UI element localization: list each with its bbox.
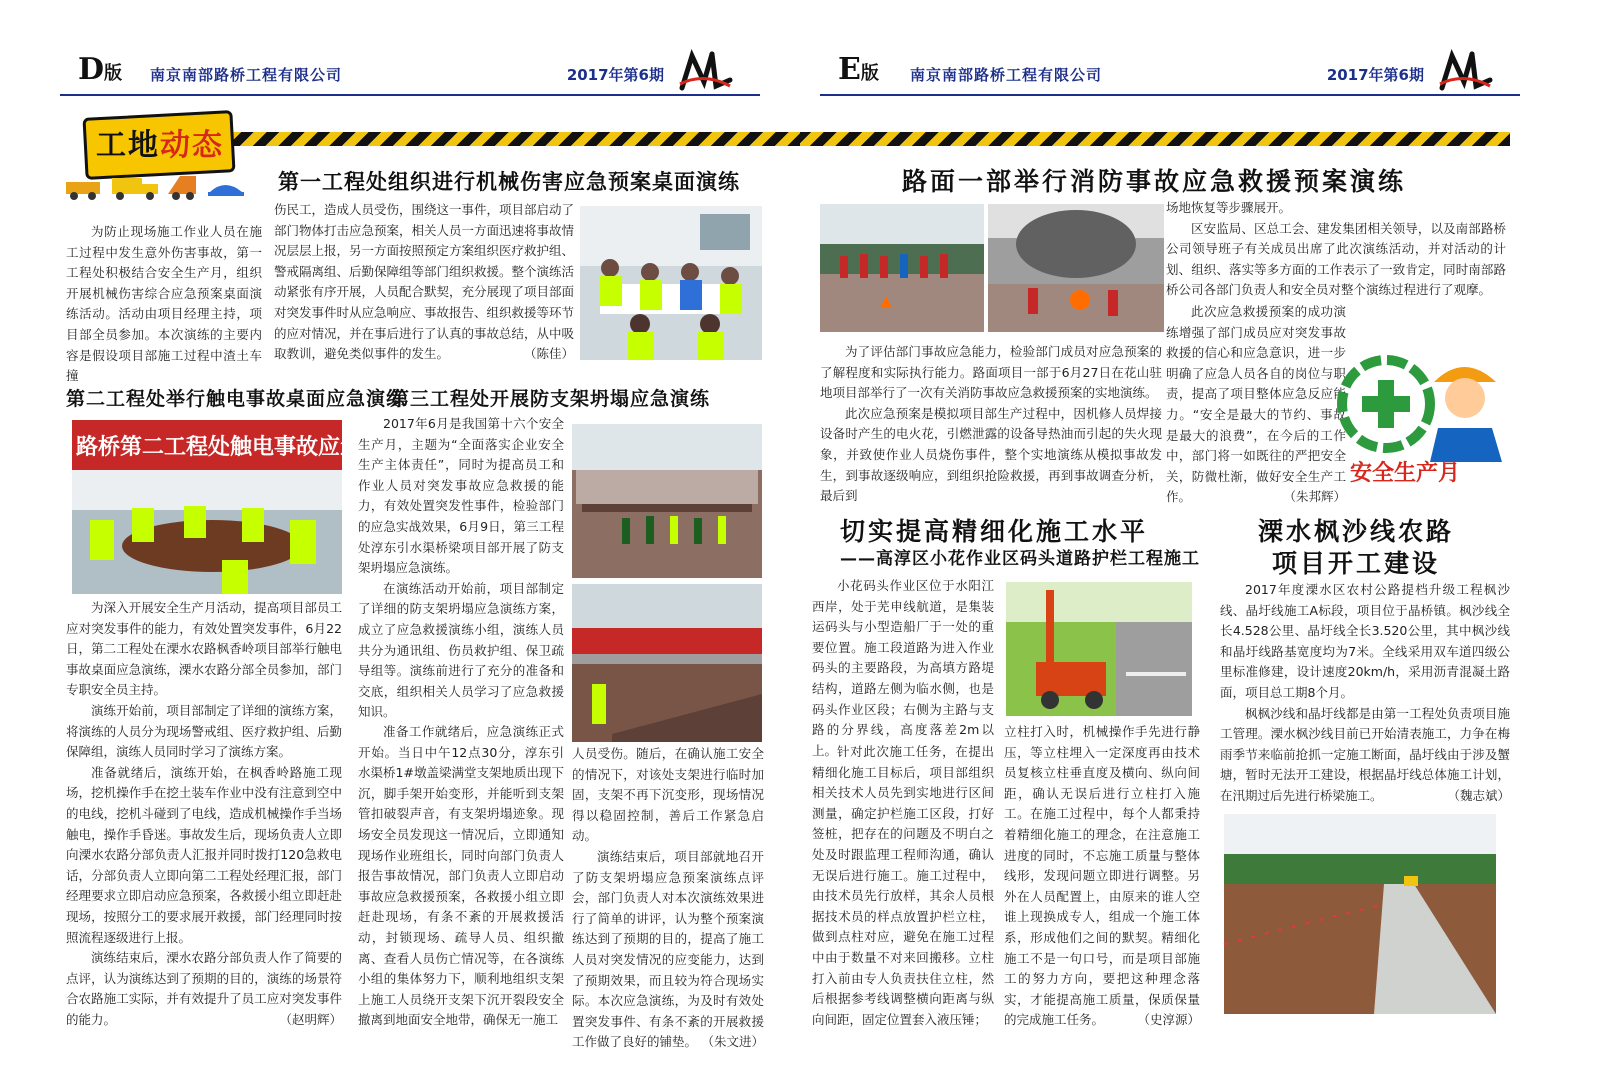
page-e (800, 0, 1600, 1090)
article-subtitle: ——高淳区小花作业区码头道路护栏工程施工 (840, 549, 1200, 569)
fire-drill-photo-1 (820, 204, 984, 332)
article-body: 人员受伤。随后，在确认施工安全的情况下，对该处支架进行临时加固，支架不再下沉变形，现场情况得以稳固控制，善后工作紧急启动。 演练结束后，项目部就地召开了防支架坍塌应急预案演练点评会，部门负责人对本次演练效果进行了简单的讲评，认为整个预案演练达到了预期的目的，提高了施工人员对突发情况的应变能力，达到了预期效果，而且较为符合现场实际。本次应急演练，为及时有效处置突发事件、有条不紊的开展救援工作做了良好的铺垫。 （朱文进） (572, 744, 764, 1038)
banner-text: 路桥第二工程处触电事故应急演练 (76, 435, 407, 460)
guardrail-machine-photo (1006, 582, 1192, 716)
issue-number: 2017年第6期 (566, 66, 664, 84)
article-author: （赵明辉） (279, 1011, 342, 1027)
article-body: 为防止现场施工作业人员在施工过程中发生意外伤害事故，第一工程处积极结合安全生产月，组织开展机械伤害综合应急预案桌面演练活动。活动由项目经理主持，项目部全员参加。本次演练的主要内容是假设项目部施工过程中渣土车撞 (66, 224, 262, 384)
article-body: 此次应急救援预案的成功演练增强了部门成员应对突发事故救援的信心和应急意识，进一步明确了应急人员各自的岗位与职责，提高了项目整体应急反应能力。“安全是最大的节约、事故是最大的浪费”，在今后的工作中，部门将一如既往的严把安全关，防微杜渐，做好安全生产工作。 （朱邦辉） (1166, 302, 1506, 486)
safety-month-label: 安全生产月 (1350, 461, 1461, 486)
safety-month-mascot-icon (1334, 352, 1514, 488)
article-body: 立柱打入时，机械操作手先进行静压，等立柱埋入一定深度再由技术员复核立柱垂直度及横向、纵向间距，确认无误后进行立柱打入施工。在施工过程中，每个人都秉持着精细化施工的理念，在注意施工进度的同时，不忘施工质量与整体线形，发现问题立即进行调整。另外在人员配置上，由原来的谁人空谁上现换成专人，组成一个施工体系，形成他们之间的默契。精细化施工不是一句口号，而是项目部施工的努力方向，要把这种理念落实，才能提高施工质量，保质保量的完成施工任务。 （史淳源） (1004, 722, 1200, 1032)
article-title: 溧水枫沙线农路 (1258, 517, 1455, 546)
issue-number: 2017年第6期 (1326, 66, 1424, 84)
site-drill-photo-1 (572, 424, 762, 578)
article-title: 切实提高精细化施工水平 (840, 517, 1149, 546)
article-title: 项目开工建设 (1272, 549, 1441, 578)
company-logo (678, 48, 732, 92)
badge-title: 工地动态 (96, 128, 224, 163)
article-title: 第一工程处组织进行机械伤害应急预案桌面演练 (278, 170, 740, 194)
page-header (820, 48, 1520, 96)
hazard-stripe (232, 132, 800, 146)
article-title: 路面一部举行消防事故应急救援预案演练 (902, 167, 1407, 196)
article-body: 为了评估部门事故应急能力，检验部门成员对应急预案的了解程度和实际执行能力。路面项目一部于6月27日在花山驻地项目部举行了一次有关消防事故应急救援预案的实地演练。 此次应急预案是模拟项目部生产过程中，因机修人员焊接设备时产生的电火花，引燃泄露的设备导热油而引起的失火现象，并致使作业人员烧伤事件，整个实地演练从模拟事故发生，到事故逐级响应，到组织抢险救援，再到事故调查分析，最后到 (820, 344, 1162, 504)
article-author: （朱文进） (701, 1034, 764, 1050)
article-body: 2017年度溧水区农村公路提档升级工程枫沙线、晶圩线施工A标段，项目位于晶桥镇。枫沙线全长4.528公里、晶圩线全长3.520公里，其中枫沙线和晶圩线路基宽度均为7米。全线采用双车道四级公里标准修建，设计速度20km/h，采用沥青混凝土路面，项目总工期8个月。 枫枫沙线和晶圩线都是由第一工程处负责项目施工管理。溧水枫沙线目前已开始清表施工，力争在梅雨季节来临前抢抓一定施工断面，晶圩线由于涉及蟹塘，暂时无法开工建设，根据晶圩线总体施工计划，在汛期过后先进行桥梁施工。 （魏志斌） (1220, 580, 1510, 808)
hazard-stripe (800, 132, 1510, 146)
site-news-badge (60, 108, 250, 204)
rural-road-photo (1224, 814, 1496, 1014)
article-author: （陈佳） (523, 346, 574, 362)
company-name: 南京南部路桥工程有限公司 (150, 66, 343, 84)
article-body: 场地恢复等步骤展开。 区安监局、区总工会、建发集团相关领导，以及南部路桥公司领导班子有关成员出席了此次演练活动，并对活动的计划、组织、落实等多方面的工作表示了一致肯定，同时南部路桥公司各部门负责人和安全员对整个演练过程进行了观摩。 (1166, 200, 1506, 298)
meeting-photo (580, 206, 762, 360)
edition-label: E版 (838, 52, 879, 87)
article-body: 针对此次施工任务，在提出精细化施工目标后，项目部组织相关技术人员先到实地进行区间测量，确定护栏施工区段，打好签桩，把存在的问题及不明白之处及时跟监理工程师沟通，确认无误后进行施工。施工过程中，由技术员先行放样，其余人员根据技术员的样点放置护栏立柱，做到点柱对应，避免在施工过程中由于数量不对来回搬移。立柱打入前由专人负责扶住立柱，然后根据参考线调整横向距离与纵向间距，固定位置套入液压锤； (812, 744, 994, 1027)
article-author: （魏志斌） (1447, 787, 1510, 803)
article-body: 2017年6月是我国第十六个安全生产月，主题为“全面落实企业安全生产主体责任”，同时为提高员工和作业人员对突发事故应急救援的能力，有效处置突发性事件，检验部门的应急实战效果，6月9日，第三工程处淳东引水渠桥梁项目部开展了防支架坍塌应急演练。 在演练活动开始前，项目部制定了详细的防支架坍塌应急演练方案，成立了应急救援演练小组，演练人员共分为通讯组、伤员救护组、保卫疏导组等。演练前进行了充分的准备和交底，组织相关人员学习了应急救援知识。 (358, 416, 564, 720)
company-name: 南京南部路桥工程有限公司 (910, 66, 1103, 84)
article-author: （史淳源） (1137, 1012, 1200, 1028)
article-body: 小花码头作业区位于水阳江西岸，处于芜申线航道，是集装运码头与小型造船厂于一处的重要位置。施工段道路为进入作业码头的主要路段，为高填方路堤结构，道路左侧为临水侧，也是码头作业区段；右侧为主路与支路的分界线，高度落差2m以上。 (812, 578, 994, 758)
page-header (60, 48, 760, 96)
article-title: 第三工程处开展防支架坍塌应急演练 (390, 388, 711, 410)
article-author: （朱邦辉） (1283, 489, 1346, 505)
edition-label: D版 (78, 52, 123, 87)
article-body: 为深入开展安全生产月活动，提高项目部员工应对突发事件的能力，有效处置突发事件，6月22日，第二工程处在溧水农路枫香岭项目部举行触电事故桌面应急演练，溧水农路分部全员参加，部门专职安全员主持。 演练开始前，项目部制定了详细的演练方案，将演练的人员分为现场警戒组、医疗救护组、后勤保障组，演练人员同时学习了演练方案。 准备就绪后，演练开始，在枫香岭路施工现场，挖机操作手在挖土装车作业中没有注意到空中的电线，挖机斗碰到了电线，造成机械操作手当场触电，操作手昏迷。事故发生后，现场负责人立即向溧水农路分部负责人汇报并同时拨打120急救电话，分部负责人立即向第二工程处经理汇报，部门经理要求立即启动应急预案，各救援小组立即赶赴现场，按照分工的要求展开救援，部门经理同时按照流程逐级进行上报。 演练结束后，溧水农路分部负责人作了简要的点评，认为演练达到了预期的目的，演练的场景符合农路施工实际，并有效提升了员工应对突发事件的能力。 （赵明辉） (66, 598, 342, 1038)
fire-drill-photo-2 (988, 204, 1164, 332)
article-body: 准备工作就绪后，应急演练正式开始。当日中午12点30分，淳东引水渠桥1#墩盖梁满堂支架地质出现下沉，脚手架开始变形，并能听到支架管扣破裂声音，有支架坍塌迹象。现场安全员发现这一情况后，立即通知现场作业班组长，同时向部门负责人报告事故情况，部门负责人立即启动事故应急救援预案，各救援小组立即赶赴现场，有条不紊的开展救援活动，封锁现场、疏导人员、组织撤离、查看人员伤亡情况等，在各演练小组的集体努力下，顺利地组织支架上施工人员绕开支架下沉开裂段安全撤离到地面安全地带，确保无一施工 (358, 724, 564, 1028)
company-logo (1438, 48, 1492, 92)
article-title: 第二工程处举行触电事故桌面应急演练 (66, 388, 407, 410)
site-drill-photo-2 (572, 584, 762, 742)
construction-machines-icon (60, 170, 250, 200)
article-body: 伤民工，造成人员受伤，围绕这一事件，项目部启动了部门物体打击应急预案，相关人员一方面迅速将事故情况层层上报，另一方面按照预定方案组织医疗救护组、警戒隔离组、后勤保障组等部门组织救援。整个演练活动紧张有序开展，人员配合默契，充分展现了项目部面对突发事件时从应急响应、事故报告、组织救援等环节的应对情况，并在事后进行了认真的事故总结，从中吸取教训，避免类似事件的发生。 （陈佳） (274, 200, 574, 366)
drill-meeting-photo (72, 420, 407, 594)
